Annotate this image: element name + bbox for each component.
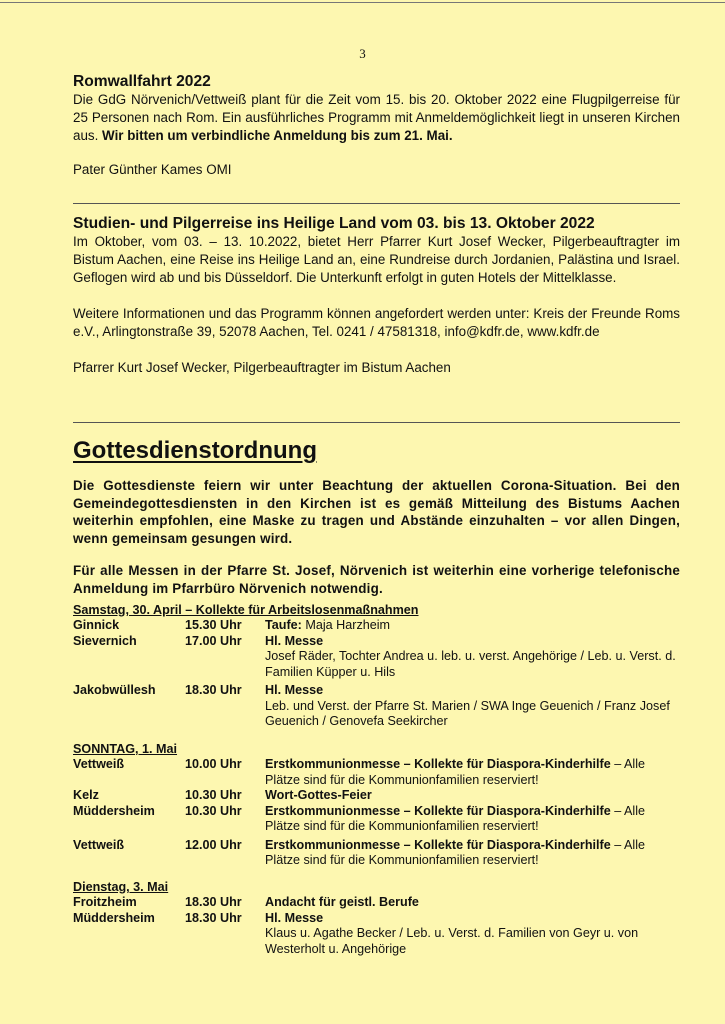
divider [73,422,680,423]
service-description: Erstkommunionmesse – Kollekte für Diaspora-Kinderhilfe – Alle Plätze sind für die Kommunionfamilien reserviert! [265,803,646,833]
service-time: 10.30 Uhr [185,788,242,802]
day-sunday [73,742,680,869]
service-place: Müddersheim [73,910,155,925]
service-place: Kelz [73,788,99,802]
romwallfahrt-body: Die GdG Nörvenich/Vettweiß plant für die Zeit vom 15. bis 20. Oktober 2022 eine Flugpilgerreise für 25 Personen nach Rom. Ein ausführliches Programm mit Anmeldemöglichkeit liegt in unseren Kirchen aus. Wir bitten um verbindliche Anmeldung bis zum 21. Mai. [73,92,680,143]
gottesdienst-notices [73,477,680,597]
heiliges-land-title: Studien- und Pilgerreise ins Heilige Land vom 03. bis 13. Oktober 2022 [73,215,595,232]
service-description: Taufe: Maja Harzheim [265,618,391,632]
service-description: Hl. Messe Klaus u. Agathe Becker / Leb. u. Verst. d. Familien von Geyr u. von Westerholt u. Angehörige [265,910,639,956]
service-entry [73,895,680,911]
day-heading: SONNTAG, 1. Mai [73,742,178,756]
service-time: 18.30 Uhr [185,910,242,925]
registration-notice: Wir bitten um verbindliche Anmeldung bis zum 21. Mai. [102,128,453,143]
service-description: Hl. Messe Leb. und Verst. der Pfarre St. Marien / SWA Inge Geuenich / Franz Josef Geuenich / Genovefa Seekircher [265,683,670,728]
service-place: Froitzheim [73,895,137,909]
service-place: Vettweiß [73,837,125,852]
service-description: Erstkommunionmesse – Kollekte für Diaspora-Kinderhilfe – Alle Plätze sind für die Kommunionfamilien reserviert! [265,837,646,867]
service-entry [73,838,680,869]
heiliges-land-signature: Pfarrer Kurt Josef Wecker, Pilgerbeauftragter im Bistum Aachen [73,360,451,375]
service-place: Jakobwüllesh [73,683,156,697]
page-number: 3 [359,46,366,61]
service-entry [73,804,680,835]
service-entry [73,788,680,804]
romwallfahrt-title: Romwallfahrt 2022 [73,73,211,90]
service-description: Hl. Messe Josef Räder, Tochter Andrea u. leb. u. verst. Angehörige / Leb. u. Verst. d. Familien Küpper u. Hils [265,633,676,679]
service-place: Vettweiß [73,757,125,771]
corona-notice: Die Gottesdienste feiern wir unter Beachtung der aktuellen Corona-Situation. Bei den Gemeindegottesdiensten in den Kirchen ist es gemäß Mitteilung des Bistums Aachen weiterhin empfohlen, eine Maske zu tragen und Abstände einzuhalten – vor allen Dingen, wenn gemeinsam gesungen wird. [73,478,680,546]
service-entry [73,757,680,788]
romwallfahrt-section [73,72,680,179]
day-tuesday [73,880,680,957]
registration-required-notice: Für alle Messen in der Pfarre St. Josef, Nörvenich ist weiterhin eine vorherige telefonische Anmeldung im Pfarrbüro Nörvenich notwendig. [73,563,680,596]
service-time: 18.30 Uhr [185,895,242,909]
service-time: 17.00 Uhr [185,633,242,648]
service-place: Müddersheim [73,803,155,818]
service-entry [73,683,680,730]
service-entry [73,634,680,681]
service-entry [73,911,680,958]
heiliges-land-section [73,214,680,377]
service-time: 15.30 Uhr [185,618,242,632]
day-saturday [73,603,680,730]
service-time: 12.00 Uhr [185,837,242,852]
day-heading: Samstag, 30. April – Kollekte für Arbeitslosenmaßnahmen [73,603,419,617]
service-time: 18.30 Uhr [185,683,242,697]
top-border [0,2,725,3]
service-time: 10.30 Uhr [185,803,242,818]
heiliges-land-info: Weitere Informationen und das Programm können angefordert werden unter: Kreis der Freunde Roms e.V., Arlingtonstraße 39, 52078 Aachen, Tel. 0241 / 47581318, info@kdfr.de, www.kdfr.de [73,306,680,339]
service-description: Erstkommunionmesse – Kollekte für Diaspora-Kinderhilfe – Alle Plätze sind für die Kommunionfamilien reserviert! [265,757,646,787]
gottesdienstordnung-title: Gottesdienstordnung [73,437,317,464]
service-entry [73,618,680,634]
service-place: Ginnick [73,618,120,632]
divider [73,203,680,204]
day-heading: Dienstag, 3. Mai [73,880,169,894]
romwallfahrt-signature: Pater Günther Kames OMI [73,162,232,177]
service-time: 10.00 Uhr [185,757,242,771]
service-description: Andacht für geistl. Berufe [265,895,419,909]
service-description: Wort-Gottes-Feier [265,788,372,802]
service-place: Sievernich [73,633,137,648]
heiliges-land-body: Im Oktober, vom 03. – 13. 10.2022, bietet Herr Pfarrer Kurt Josef Wecker, Pilgerbeauftragter im Bistum Aachen, eine Reise ins Heilige Land an, eine Rundreise durch Jordanien, Palästina und Israel. Geflogen wird ab und bis Düsseldorf. Die Unterkunft erfolgt in guten Hotels der Mittelklasse. [73,234,680,285]
